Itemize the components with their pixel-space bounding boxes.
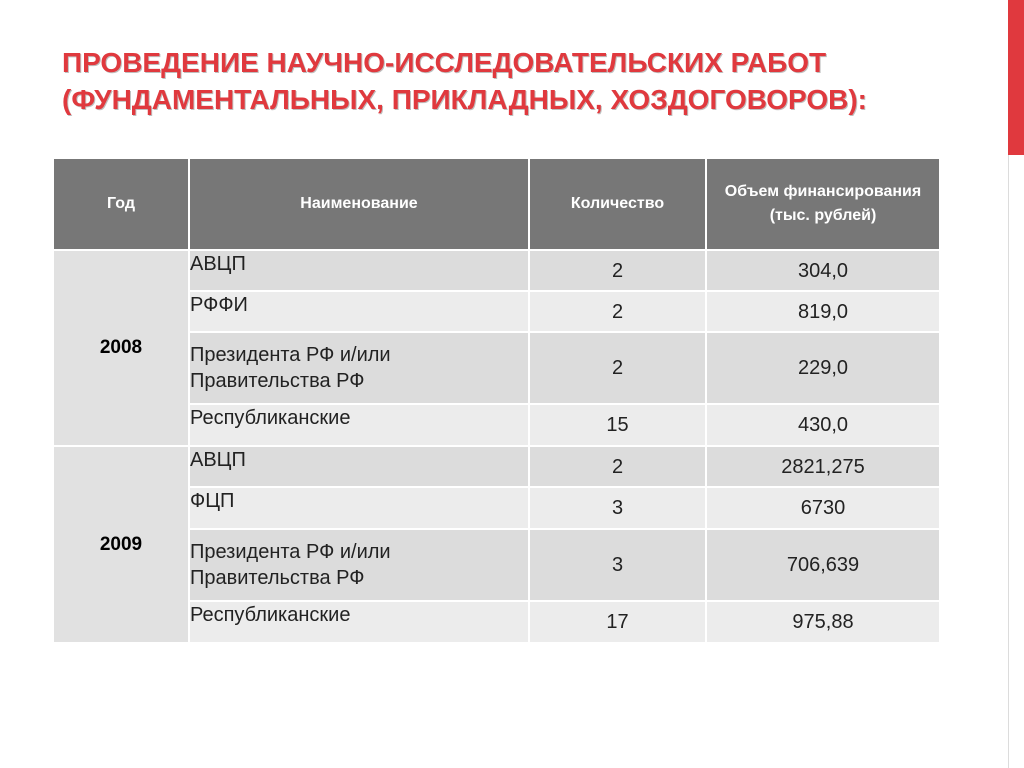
row-funding: 430,0 (706, 404, 940, 446)
row-name: РФФИ (189, 291, 529, 332)
row-count: 2 (529, 291, 706, 332)
row-count: 3 (529, 529, 706, 601)
row-name: АВЦП (189, 446, 529, 487)
row-funding: 819,0 (706, 291, 940, 332)
row-name: АВЦП (189, 250, 529, 291)
row-funding: 229,0 (706, 332, 940, 404)
row-name: Президента РФ и/или Правительства РФ (189, 332, 529, 404)
row-name: Республиканские (189, 601, 529, 643)
row-name: ФЦП (189, 487, 529, 529)
row-name: Республиканские (189, 404, 529, 446)
table-row (53, 250, 940, 291)
slide-title: ПРОВЕДЕНИЕ НАУЧНО-ИССЛЕДОВАТЕЛЬСКИХ РАБОТ (ФУНДАМЕНТАЛЬНЫХ, ПРИКЛАДНЫХ, ХОЗДОГОВОРОВ): (62, 47, 867, 115)
side-strip (1008, 155, 1024, 768)
row-name: Президента РФ и/или Правительства РФ (189, 529, 529, 601)
year-cell: 2008 (53, 250, 189, 446)
year-cell: 2009 (53, 446, 189, 643)
row-funding: 2821,275 (706, 446, 940, 487)
row-count: 2 (529, 250, 706, 291)
header-funding: Объем финансирования (тыс. рублей) (706, 158, 940, 250)
header-year: Год (53, 158, 189, 250)
research-table (52, 157, 941, 644)
row-count: 2 (529, 446, 706, 487)
row-count: 3 (529, 487, 706, 529)
row-count: 15 (529, 404, 706, 446)
row-count: 17 (529, 601, 706, 643)
row-funding: 6730 (706, 487, 940, 529)
row-funding: 706,639 (706, 529, 940, 601)
header-row (53, 158, 940, 250)
accent-bar (1008, 0, 1024, 155)
header-name: Наименование (189, 158, 529, 250)
table-row (53, 446, 940, 487)
row-funding: 975,88 (706, 601, 940, 643)
row-count: 2 (529, 332, 706, 404)
row-funding: 304,0 (706, 250, 940, 291)
header-count: Количество (529, 158, 706, 250)
